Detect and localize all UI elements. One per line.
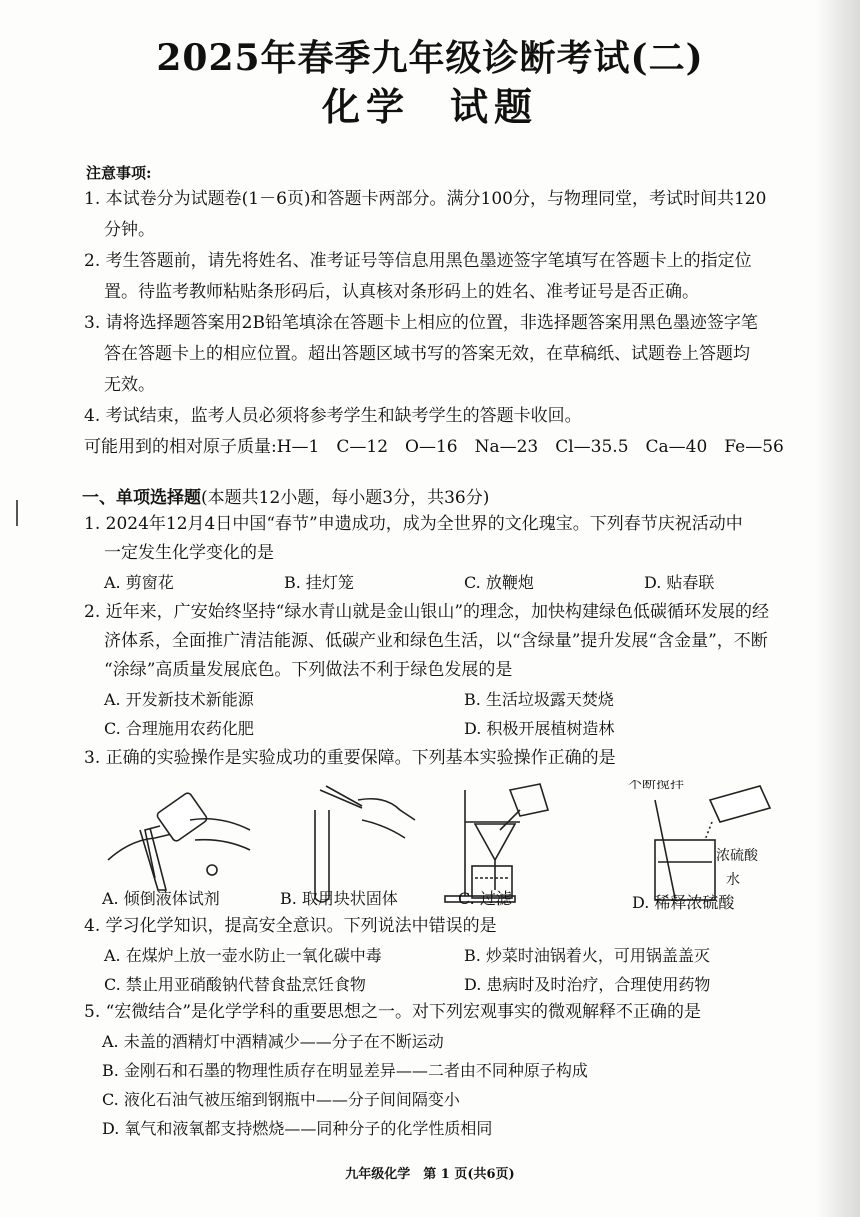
q2-options-row-1 <box>84 685 824 714</box>
q5-option-c: C. 液化石油气被压缩到钢瓶中——分子间间隔变小 <box>102 1090 460 1109</box>
q2-option-c: C. 合理施用农药化肥 <box>104 719 254 738</box>
dilute-acid-illustration <box>655 786 770 900</box>
q4-option-d: D. 患病时及时治疗，合理使用药物 <box>464 975 711 994</box>
note-1-line-2: 分钟。 <box>104 220 155 240</box>
q4-options-row-2 <box>84 970 824 999</box>
q4-option-b: B. 炒菜时油锅着火，可用锅盖盖灭 <box>464 946 710 965</box>
acid-label: 浓硫酸 <box>716 848 758 864</box>
question-4 <box>84 912 824 999</box>
note-2-line-2: 置。待监考教师粘贴条形码后，认真核对条形码上的姓名、准考证号是否正确。 <box>104 282 699 302</box>
note-3-line-1: 3. 请将选择题答案用2B铅笔填涂在答题卡上相应的位置，非选择题答案用黑色墨迹签字笔 <box>84 313 758 333</box>
section-title: 一、单项选择题 <box>82 488 201 508</box>
q1-option-b: B. 挂灯笼 <box>284 573 354 592</box>
question-3-stem: 3. 正确的实验操作是实验成功的重要保障。下列基本实验操作正确的是 <box>84 748 616 768</box>
note-3-line-2: 答在答题卡上的相应位置。超出答题区域书写的答案无效，在草稿纸、试题卷上答题均 <box>104 344 750 364</box>
q5-option-b: B. 金刚石和石墨的物理性质存在明显差异——二者由不同种原子构成 <box>102 1061 588 1080</box>
stir-label: 不断搅拌 <box>628 780 684 792</box>
q1-option-a: A. 剪窗花 <box>104 573 174 592</box>
q3-option-b: B. 取用块状固体 <box>280 889 398 908</box>
q1-option-d: D. 贴春联 <box>644 573 715 592</box>
q2-option-d: D. 积极开展植树造林 <box>464 719 615 738</box>
question-1 <box>84 510 824 597</box>
solid-sample-illustration <box>315 786 415 902</box>
q3-option-c: C. 过滤 <box>458 889 512 908</box>
q4-option-c: C. 禁止用亚硝酸钠代替食盐烹饪食物 <box>104 975 366 994</box>
note-3-line-3: 无效。 <box>104 375 155 395</box>
note-4-line-1: 4. 考试结束，监考人员必须将参考学生和缺考学生的答题卡收回。 <box>84 406 582 426</box>
exam-subtitle <box>0 76 860 131</box>
section-info: (本题共12小题，每小题3分，共36分) <box>201 488 490 508</box>
q2-option-a: A. 开发新技术新能源 <box>104 690 254 709</box>
question-5 <box>84 998 824 1143</box>
q5-stem: 5. “宏微结合”是化学学科的重要思想之一。对下列宏观事实的微观解释不正确的是 <box>84 1002 702 1022</box>
subject-label: 化学 <box>321 84 410 129</box>
note-2-line-1: 2. 考生答题前，请先将姓名、准考证号等信息用黑色墨迹签字笔填写在答题卡上的指定位 <box>84 251 752 271</box>
paper-label: 试题 <box>450 84 539 129</box>
notes-heading: 注意事项: <box>86 164 152 182</box>
q4-option-a: A. 在煤炉上放一壶水防止一氧化碳中毒 <box>104 946 382 965</box>
q5-option-d: D. 氧气和液氧都支持燃烧——同种分子的化学性质相同 <box>102 1119 493 1138</box>
q1-option-c: C. 放鞭炮 <box>464 573 534 592</box>
q4-options-row-1 <box>84 941 824 970</box>
q3-option-d: D. 稀释浓硫酸 <box>632 893 735 912</box>
q2-stem-line-2: 济体系，全面推广清洁能源、低碳产业和绿色生活，以“含绿量”提升发展“含金量”，不断 <box>104 631 768 651</box>
q2-stem-line-3: “涂绿”高质量发展底色。下列做法不利于绿色发展的是 <box>104 660 513 680</box>
notes-list <box>84 184 824 463</box>
q2-option-b: B. 生活垃圾露天焚烧 <box>464 690 614 709</box>
q1-options <box>84 568 824 597</box>
note-1-line-1: 1. 本试卷分为试题卷(1－6页)和答题卡两部分。满分100分，与物理同堂，考试时间共120 <box>84 189 767 209</box>
q1-stem-line-1: 1. 2024年12月4日中国“春节”申遗成功，成为全世界的文化瑰宝。下列春节庆祝活动中 <box>84 514 743 534</box>
q4-stem: 4. 学习化学知识，提高安全意识。下列说法中错误的是 <box>84 916 497 936</box>
margin-mark <box>16 500 18 526</box>
exam-title: 2025年春季九年级诊断考试(二) <box>156 37 704 79</box>
q3-option-a: A. 倾倒液体试剂 <box>102 889 220 908</box>
atomic-masses: 可能用到的相对原子质量:H—1 C—12 O—16 Na—23 Cl—35.5 Ca—40 Fe—56 <box>84 437 784 457</box>
page-footer: 九年级化学 第 1 页(共6页) <box>345 1167 515 1182</box>
q1-stem-line-2: 一定发生化学变化的是 <box>104 543 274 563</box>
pour-liquid-illustration <box>108 792 250 890</box>
q2-options-row-2 <box>84 714 824 743</box>
q2-stem-line-1: 2. 近年来，广安始终坚持“绿水青山就是金山银山”的理念，加快构建绿色低碳循环发展的经 <box>84 602 770 622</box>
q5-option-a: A. 未盖的酒精灯中酒精减少——分子在不断运动 <box>102 1032 444 1051</box>
section-heading <box>82 483 489 508</box>
filtration-illustration <box>445 784 548 902</box>
question-2 <box>84 598 824 743</box>
water-label: 水 <box>726 872 740 888</box>
